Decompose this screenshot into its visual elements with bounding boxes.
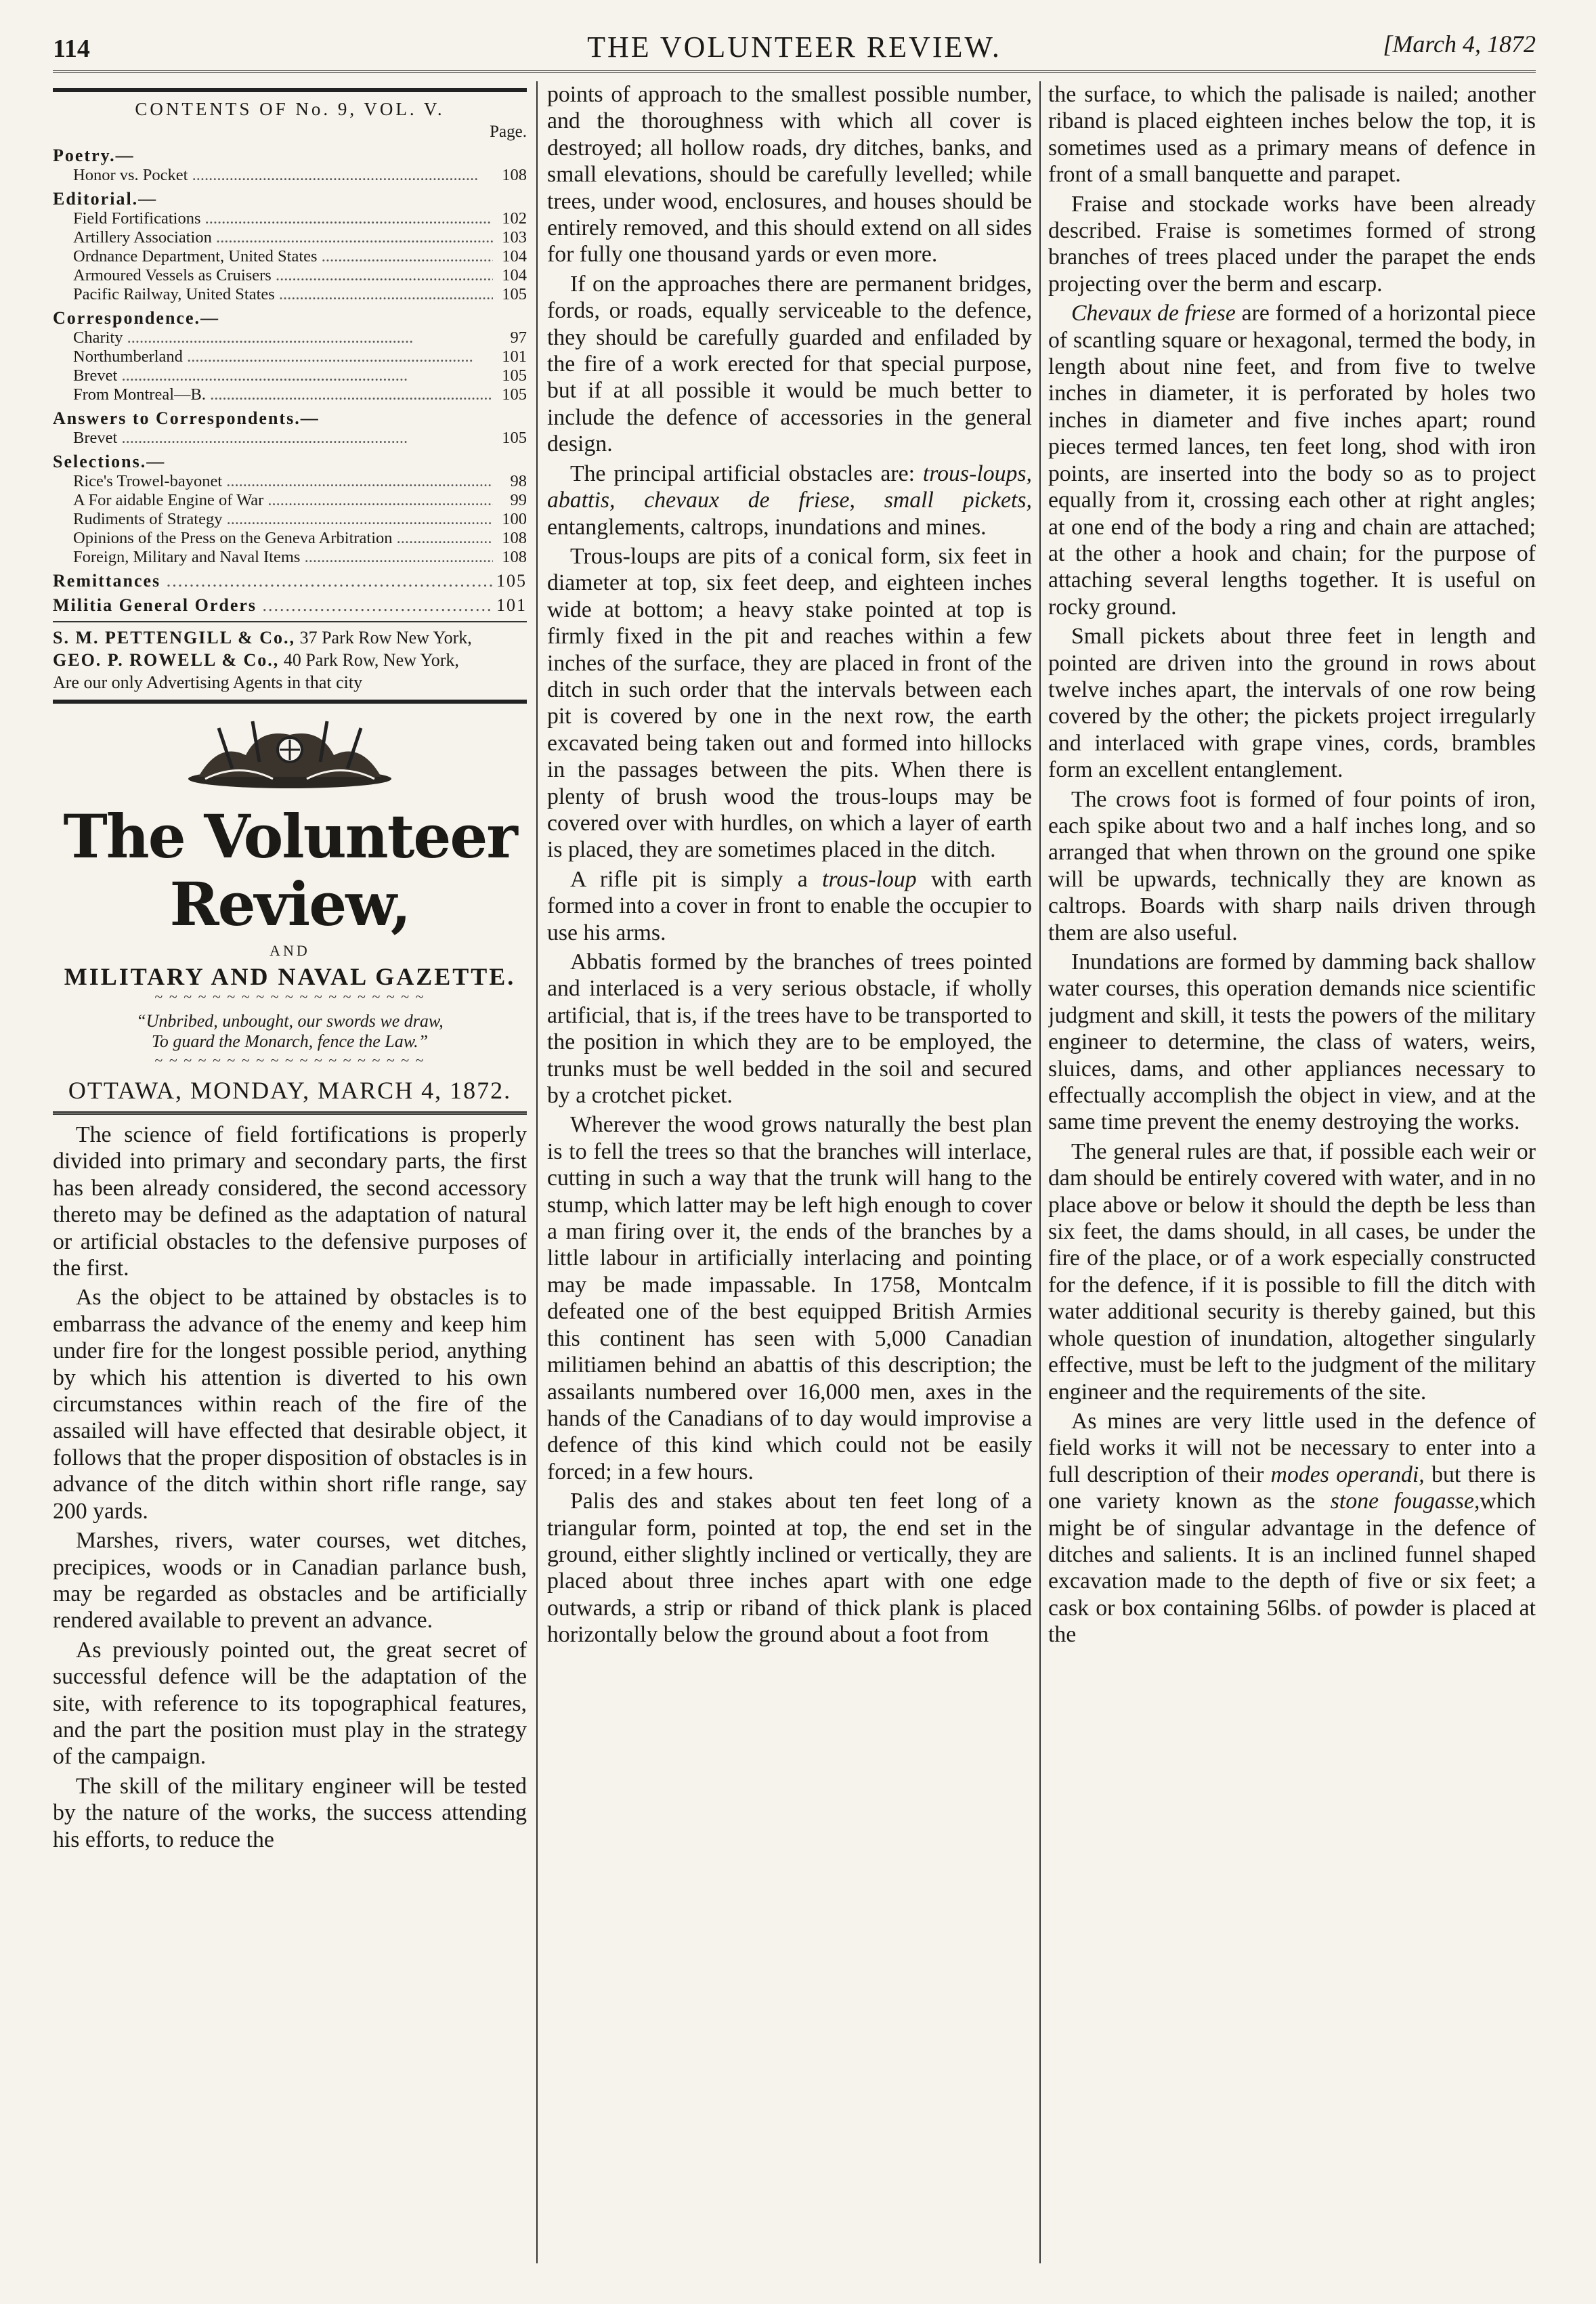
article-paragraph: Trous-loups are pits of a conical form, six feet in diameter at top, six feet deep, and eighteen inches wide at bottom; a heavy stake pointed at top is firmly fixed in the pit and reaches within a few inches of the surface, they are placed in front of the ditch in such order that the intervals between each pit is covered by one in the next row, the earth excavated being taken out and formed into hillocks in the passages between the pits. When there is plenty of brush wood the trous-loups may be covered over with hurdles, on which a layer of earth is placed, they are sometimes placed in the ditch. — [547, 543, 1032, 863]
toc-entry: Remittances ..... 105 — [53, 571, 527, 591]
article-paragraph: As the object to be attained by obstacles is to embarrass the advance of the enemy and keep him under fire for the longest possible period, anything by which his attention is diverted to his own circumstances within reach of the fire of the assailed will have effected that desirable object, it follows that the proper disposition of obstacles is in advance of the ditch within short rifle range, say 200 yards. — [53, 1285, 527, 1524]
article-paragraph: As mines are very little used in the defence of field works it will not be necessary to enter into a full description of their modes operandi, but there is one variety known as the stone fougasse,which might be of singular advantage in the defence of ditches and salients. It is an inclined funnel shaped excavation made to the depth of five or six feet; a cask or box containing 56lbs. of powder is placed at the — [1048, 1408, 1536, 1648]
article-paragraph: Wherever the wood grows naturally the best plan is to fell the trees so that the branches will interlace, cutting in such a way that the trunk will hang to the stump, which latter may be left high enough to cover a man firing over it, the ends of the branches by a little labour in artificially interlacing and pointing may be made impassable. In 1758, Montcalm defeated one of the best equipped British Armies this continent has seen with 5,000 Canadian militiamen behind an abattis of this description; the assailants numbered over 16,000 men, axes in the hands of the Canadians of to day would improvise a defence of this kind which could not be easily forced; in a few hours. — [547, 1112, 1032, 1485]
toc-entry: Pacific Railway, United States ..... 105 — [73, 285, 527, 304]
article-paragraph: The skill of the military engineer will be tested by the nature of the works, the success attending his efforts, to reduce the — [53, 1773, 527, 1852]
article-paragraph: If on the approaches there are permanent bridges, fords, or roads, equally serviceable to the defence, they should be carefully guarded and enfiladed by the fire of a work erected for that special purpose, but if at all possible it would be much better to include the defence of accessories in the general design. — [547, 271, 1032, 457]
toc-entry: Charity ..... 97 — [73, 328, 527, 347]
toc-entry: Rice's Trowel-bayonet ..... 98 — [73, 472, 527, 491]
toc-entry: A For aidable Engine of War ..... 99 — [73, 491, 527, 510]
toc-section: Correspondence.— — [53, 308, 220, 328]
contents-heading: CONTENTS OF No. 9, VOL. V. — [135, 99, 445, 119]
column-divider — [1039, 81, 1041, 2263]
page-number: 114 — [53, 35, 90, 63]
masthead-subtitle: MILITARY AND NAVAL GAZETTE. — [64, 963, 516, 990]
header-date: [March 4, 1872 — [1383, 30, 1536, 58]
masthead-title: The Volunteer Review, — [63, 801, 517, 939]
toc-entry: Armoured Vessels as Cruisers ..... 104 — [73, 266, 527, 285]
toc-entry: Brevet ..... 105 — [73, 366, 527, 385]
toc-section: Selections.— — [53, 452, 166, 471]
article-paragraph: Fraise and stockade works have been already described. Fraise is sometimes formed of strong branches of trees placed under the parapet the ends projecting over the berm and escarp. — [1048, 191, 1536, 297]
column-1 — [53, 81, 527, 2263]
header-rule — [53, 70, 1536, 73]
toc-entry: Brevet ..... 105 — [73, 429, 527, 448]
running-title: THE VOLUNTEER REVIEW. — [587, 30, 1001, 64]
masthead-motto: “Unbribed, unbought, our swords we draw, To guard the Monarch, fence the Law.” — [136, 1011, 444, 1051]
article-paragraph: the surface, to which the palisade is nailed; another riband is placed eighteen inches below the top, it is sometimes used as a primary means of defence in front of a small banquette and parapet. — [1048, 82, 1536, 188]
masthead-and: AND — [269, 942, 310, 959]
contents-page-label: Page. — [490, 123, 527, 141]
rule — [53, 1111, 527, 1115]
page-header — [53, 24, 1536, 65]
ornamental-rule: ~ ~ ~ ~ ~ ~ ~ ~ ~ ~ ~ ~ ~ ~ ~ ~ ~ ~ ~ — [154, 988, 425, 1005]
article-paragraph: The principal artificial obstacles are: trous-loups, abattis, chevaux de friese, small pickets, entanglements, caltrops, inundations and mines. — [547, 461, 1032, 540]
toc-entry: Ordnance Department, United States ..... 104 — [73, 247, 527, 266]
rule — [53, 88, 527, 92]
rule — [53, 700, 527, 704]
toc-section: Poetry.— — [53, 146, 135, 165]
toc-entry: Opinions of the Press on the Geneva Arbitration ..... 108 — [73, 529, 527, 548]
article-paragraph: The general rules are that, if possible each weir or dam should be entirely covered with water, and in no place above or below it should the depth be less than six feet, the dams should, in all cases, be under the fire of the place, or of a work especially constructed for the defence, if it is possible to fill the ditch with water additional security is thereby gained, but this whole question of inundation, altogether singularly effective, must be left to the judgment of the military engineer and the requirements of the site. — [1048, 1138, 1536, 1405]
toc-entry: From Montreal—B. ..... 105 — [73, 385, 527, 404]
toc-entry: Field Fortifications ..... 102 — [73, 209, 527, 228]
column-divider — [536, 81, 538, 2263]
article-paragraph: Chevaux de friese are formed of a horizontal piece of scantling square or hexagonal, termed the body, in length about nine feet, and from five to twelve inches in diameter, it is perforated by holes two inches in diameter and five inches apart; round pieces termed lances, ten feet long, shod with iron points, are inserted into the body so as to project equally from it, crossing each other at right angles; at one end of the body a ring and chain are attached; at the other a hook and chain; for the purpose of attaching several lengths together. It is useful on rocky ground. — [1048, 301, 1536, 620]
trophy-emblem-icon — [178, 714, 402, 796]
toc-section: Editorial.— — [53, 189, 158, 209]
agent-line: GEO. P. ROWELL & Co., 40 Park Row, New York, — [53, 650, 459, 670]
article-paragraph: A rifle pit is simply a trous-loup with earth formed into a cover in front to enable the occupier to use his arms. — [547, 866, 1032, 945]
toc-entry: Honor vs. Pocket ..... 108 — [73, 166, 527, 185]
toc-entry: Militia General Orders ..... 101 — [53, 595, 527, 616]
ornamental-rule: ~ ~ ~ ~ ~ ~ ~ ~ ~ ~ ~ ~ ~ ~ ~ ~ ~ ~ ~ — [154, 1052, 425, 1069]
article-paragraph: The crows foot is formed of four points of iron, each spike about two and a half inches long, and so arranged that when thrown on the ground one spike will be upwards, technically they are known as caltrops. Boards with sharp nails driven through them are also useful. — [1048, 786, 1536, 945]
article-paragraph: Marshes, rivers, water courses, wet ditches, precipices, woods or in Canadian parlance bush, may be regarded as obstacles and be artificially rendered available to prevent an advance. — [53, 1528, 527, 1634]
issue-dateline: OTTAWA, MONDAY, MARCH 4, 1872. — [68, 1077, 512, 1104]
article-paragraph: As previously pointed out, the great secret of successful defence will be the adaptation of the site, with reference to its topographical features, and the part the position must play in the strategy of the campaign. — [53, 1637, 527, 1770]
column-3 — [1048, 81, 1536, 2263]
article-paragraph: Palis des and stakes about ten feet long of a triangular form, pointed at top, the end set in the ground, either slightly inclined or vertically, they are placed about three inches apart with one edge outwards, a strip or riband of thick plank is placed horizontally below the ground about a foot from — [547, 1489, 1032, 1648]
article-paragraph: Abbatis formed by the branches of trees pointed and interlaced is a very serious obstacle, if wholly artificial, that is, if the trees have to be transported to the position in which they are to be employed, the trunks must be well bedded in the soil and secured by a crotchet picket. — [547, 950, 1032, 1109]
article-paragraph: Small pickets about three feet in length and pointed are driven into the ground in rows about twelve inches apart, the intervals of one row being covered by the other; the pickets project irregularly and interlaced with grape vines, cords, brambles form an excellent entanglement. — [1048, 624, 1536, 783]
column-2 — [547, 81, 1032, 2263]
toc-entry: Northumberland ..... 101 — [73, 347, 527, 366]
article-body-col1 — [53, 1122, 527, 1853]
toc-entry: Rudiments of Strategy ..... 100 — [73, 510, 527, 529]
article-paragraph: points of approach to the smallest possible number, and the thoroughness with which all cover is destroyed; all hollow roads, dry ditches, banks, and small elevations, should be carefully levelled; while trees, under wood, enclosures, and houses should be entirely removed, and this should extend on all sides for fully one thousand yards or even more. — [547, 82, 1032, 268]
article-paragraph: The science of field fortifications is properly divided into primary and secondary parts, the first has been already considered, the second accessory thereto may be defined as the adaptation of natural or artificial obstacles to the defensive purposes of the first. — [53, 1122, 527, 1281]
toc-entry: Artillery Association ..... 103 — [73, 228, 527, 247]
toc-entry: Foreign, Military and Naval Items ..... 108 — [73, 548, 527, 567]
agent-note: Are our only Advertising Agents in that city — [53, 673, 363, 692]
toc-section: Answers to Correspondents.— — [53, 408, 320, 428]
rule — [53, 621, 527, 622]
agent-line: S. M. PETTENGILL & Co., 37 Park Row New York, — [53, 628, 472, 647]
article-paragraph: Inundations are formed by damming back shallow water courses, this operation demands nice scientific judgment and skill, it tests the powers of the military engineer to determine, the class of waters, weirs, sluices, dams, and other appliances necessary to effectually accomplish the object in view, and at the same time prevent the enemy destroying the works. — [1048, 950, 1536, 1135]
